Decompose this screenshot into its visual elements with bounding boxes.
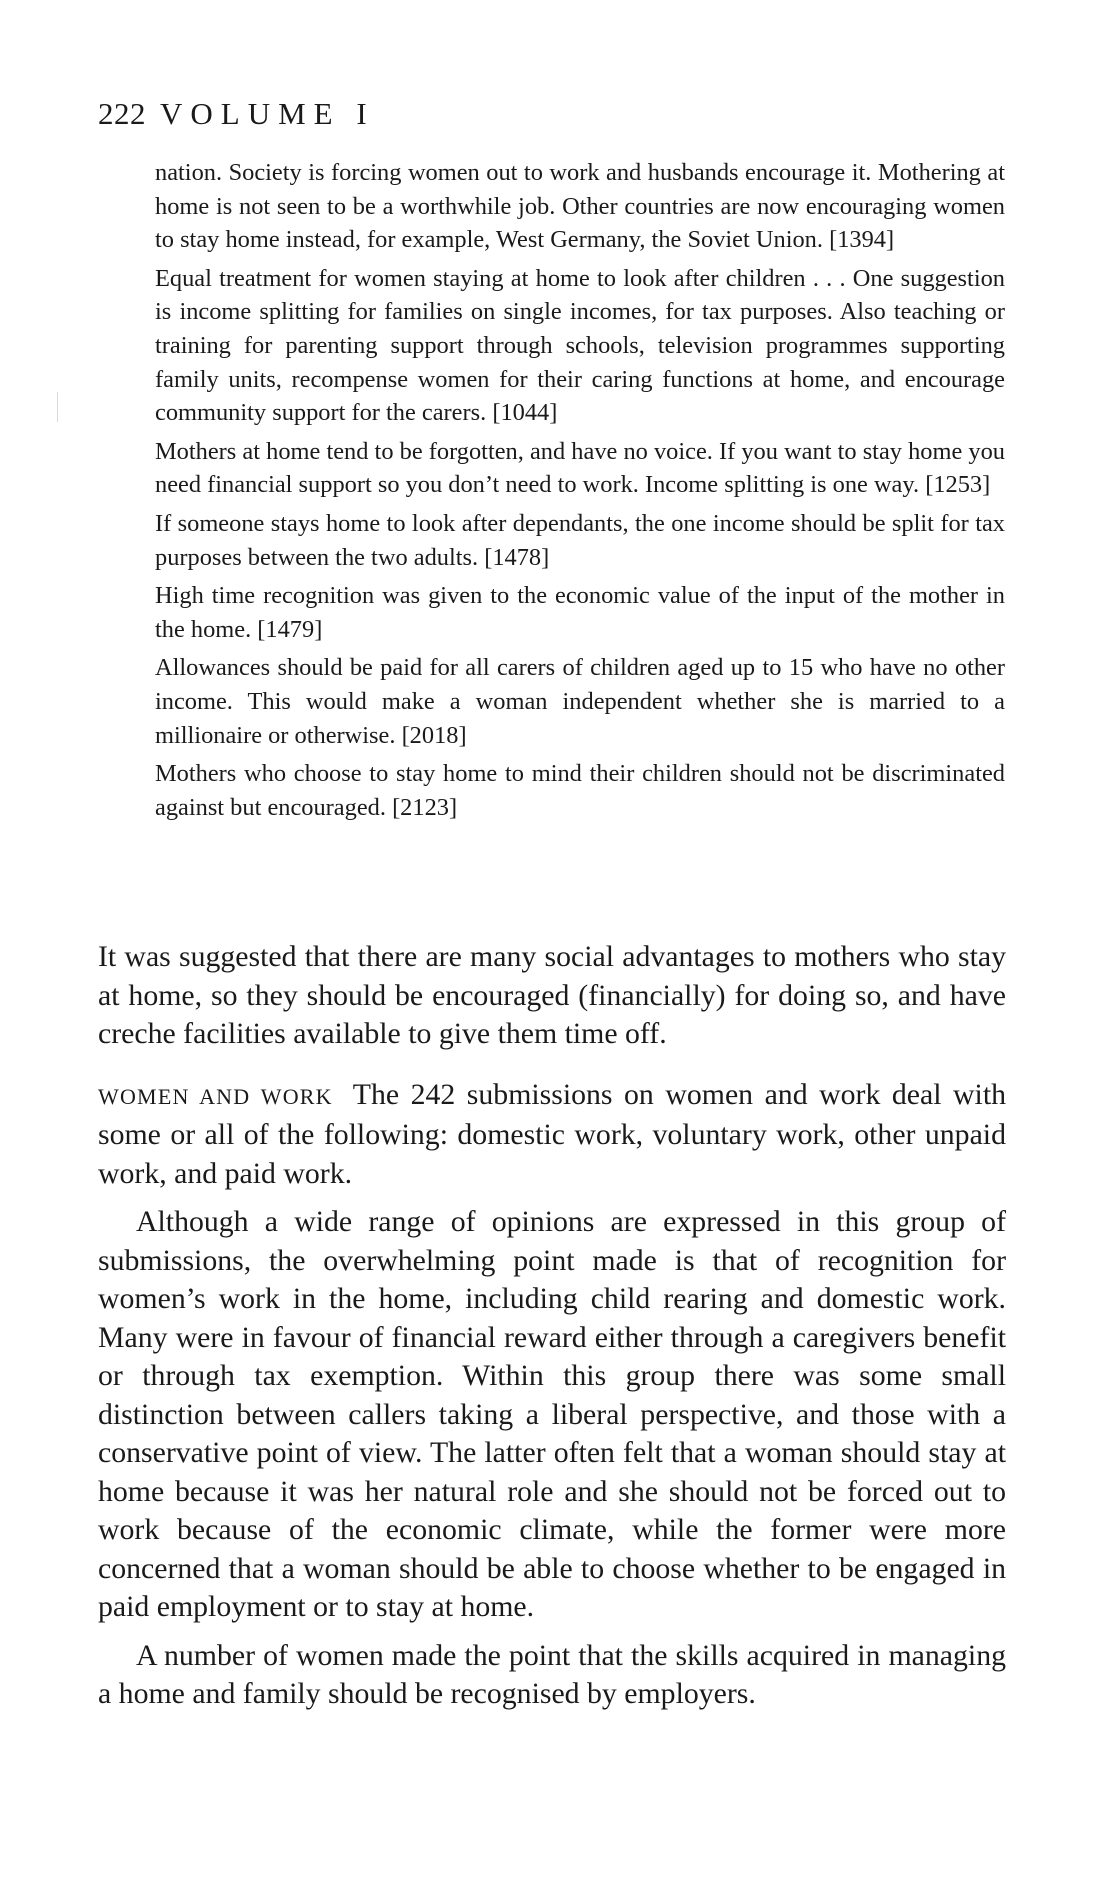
quote-reference: [1478] [484, 543, 550, 571]
summary-paragraph: It was suggested that there are many social advantages to mothers who stay at home, so they should be encouraged (financially) for doing so, and have creche facilities available to give them time off. [98, 940, 1006, 1050]
quote-paragraph [155, 262, 1005, 430]
submission-quotes [155, 156, 1005, 829]
quote-text: Equal treatment for women staying at home to look after children . . . One suggestion is income splitting for families on single incomes, for tax purposes. Also teaching or training for parenting support through schools, television programmes supporting family units, recompense women for their caring functions at home, and encourage community support for the carers. [155, 264, 1005, 427]
quote-reference: [2018] [401, 721, 467, 749]
page-number: 222 [98, 96, 146, 131]
quote-reference: [2123] [392, 793, 458, 821]
section-intro-text: The 242 submissions on women and work deal with some or all of the following: domestic work, voluntary work, other unpaid work, and paid work. [98, 1077, 1007, 1190]
section-heading: WOMEN AND WORK [98, 1083, 333, 1109]
quote-text: nation. Society is forcing women out to work and husbands encourage it. Mothering at home is not seen to be a worthwhile job. Other countries are now encouraging women to stay home instead, for example, West Germany, the Soviet Union. [155, 159, 1005, 254]
quote-text: Mothers at home tend to be forgotten, and have no voice. If you want to stay home you need financial support so you don’t need to work. Income splitting is one way. [155, 437, 1005, 499]
volume-label: VOLUME I [160, 96, 375, 131]
quote-paragraph [155, 507, 1005, 574]
quote-paragraph [155, 579, 1005, 646]
quote-paragraph [155, 435, 1005, 502]
quote-text: Mothers who choose to stay home to mind their children should not be discriminated against but encouraged. [155, 760, 1005, 821]
running-head [98, 96, 375, 132]
quote-reference: [1394] [829, 226, 895, 254]
section-intro-paragraph [98, 1076, 1006, 1194]
scan-artifact-mark [57, 392, 58, 422]
quote-paragraph [155, 651, 1005, 752]
quote-text: Allowances should be paid for all carers of children aged up to 15 who have no other income. This would make a woman independent whether she is married to a millionaire or otherwise. [155, 654, 1005, 749]
quote-text: If someone stays home to look after dependants, the one income should be split for tax purposes between the two adults. [155, 509, 1005, 571]
quote-paragraph [155, 156, 1005, 257]
body-text [98, 938, 1006, 1724]
body-paragraph: Although a wide range of opinions are expressed in this group of submissions, the overwhelming point made is that of recognition for women’s work in the home, including child rearing and domestic work. Many were in favour of financial reward either through a caregivers benefit or through tax exemption. Within this group there was some small distinction between callers taking a liberal perspective, and those with a conservative point of view. The latter often felt that a woman should stay at home because it was her natural role and she should not be forced out to work because of the economic climate, while the former were more concerned that a woman should be able to choose whether to be engaged in paid employment or to stay at home. [98, 1205, 1006, 1623]
quote-paragraph [155, 757, 1005, 824]
quote-reference: [1044] [492, 399, 558, 427]
quote-reference: [1253] [925, 471, 991, 499]
body-paragraph: A number of women made the point that the skills acquired in managing a home and family should be recognised by employers. [98, 1638, 1006, 1710]
quote-reference: [1479] [257, 615, 323, 643]
quote-text: High time recognition was given to the economic value of the input of the mother in the home. [155, 582, 1005, 643]
